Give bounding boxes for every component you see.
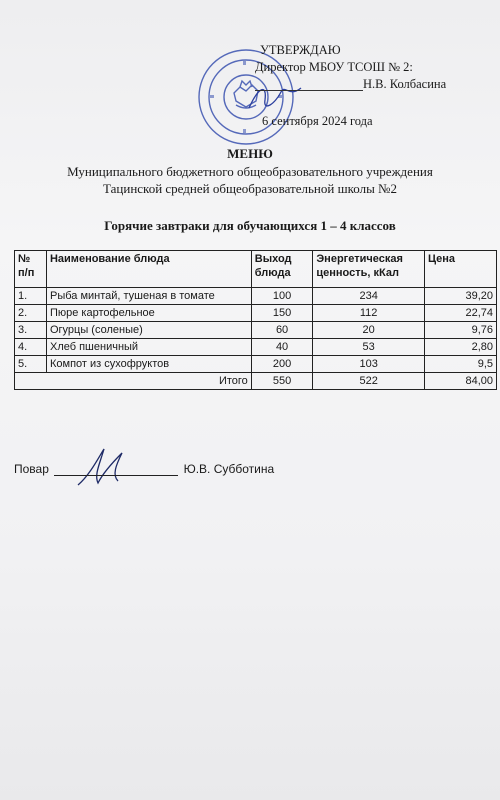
table-row: [15, 305, 497, 322]
approval-position: Директор МБОУ ТСОШ № 2:: [255, 60, 413, 74]
row-num: 1.: [15, 288, 47, 305]
row-output: 60: [251, 322, 313, 339]
row-price: 2,80: [424, 339, 496, 356]
table-row: [15, 356, 497, 373]
header-name: Наименование блюда: [46, 251, 251, 288]
row-energy: 112: [313, 305, 425, 322]
total-price: 84,00: [424, 373, 496, 390]
row-price: 39,20: [424, 288, 496, 305]
table-row: [15, 322, 497, 339]
org-line-2: Тацинской средней общеобразовательной школы №2: [103, 181, 397, 196]
header-price: Цена: [424, 251, 496, 288]
row-energy: 234: [313, 288, 425, 305]
approval-block: [255, 42, 495, 130]
row-energy: 20: [313, 322, 425, 339]
row-name: Рыба минтай, тушеная в томате: [46, 288, 251, 305]
approval-date: 6 сентября 2024 года: [262, 114, 373, 128]
header-num: № п/п: [15, 251, 47, 288]
menu-table: [14, 250, 497, 390]
table-header-row: [15, 251, 497, 288]
approval-title: УТВЕРЖДАЮ: [260, 43, 341, 57]
approval-signature-line: [255, 76, 495, 93]
row-price: 9,76: [424, 322, 496, 339]
row-num: 3.: [15, 322, 47, 339]
total-label: Итого: [15, 373, 252, 390]
cook-label: Повар: [14, 462, 49, 476]
row-output: 200: [251, 356, 313, 373]
row-num: 5.: [15, 356, 47, 373]
table-total-row: [15, 373, 497, 390]
approval-name: Н.В. Колбасина: [363, 77, 447, 91]
header-energy: Энергетическая ценность, кКал: [313, 251, 425, 288]
row-price: 22,74: [424, 305, 496, 322]
table-row: [15, 339, 497, 356]
row-output: 100: [251, 288, 313, 305]
row-name: Пюре картофельное: [46, 305, 251, 322]
row-num: 4.: [15, 339, 47, 356]
row-energy: 53: [313, 339, 425, 356]
row-name: Компот из сухофруктов: [46, 356, 251, 373]
row-name: Хлеб пшеничный: [46, 339, 251, 356]
cook-signature-underline: [54, 475, 178, 476]
header-output: Выход блюда: [251, 251, 313, 288]
org-line-1: Муниципального бюджетного общеобразовательного учреждения: [67, 164, 433, 179]
table-row: [15, 288, 497, 305]
total-output: 550: [251, 373, 313, 390]
total-energy: 522: [313, 373, 425, 390]
row-name: Огурцы (соленые): [46, 322, 251, 339]
menu-title: МЕНЮ: [227, 146, 273, 161]
row-price: 9,5: [424, 356, 496, 373]
row-output: 150: [251, 305, 313, 322]
row-energy: 103: [313, 356, 425, 373]
signature-underline: [255, 90, 363, 91]
cook-line: [14, 462, 274, 476]
cook-name: Ю.В. Субботина: [183, 462, 275, 476]
menu-subtitle: Горячие завтраки для обучающихся 1 – 4 классов: [104, 218, 396, 233]
row-num: 2.: [15, 305, 47, 322]
row-output: 40: [251, 339, 313, 356]
